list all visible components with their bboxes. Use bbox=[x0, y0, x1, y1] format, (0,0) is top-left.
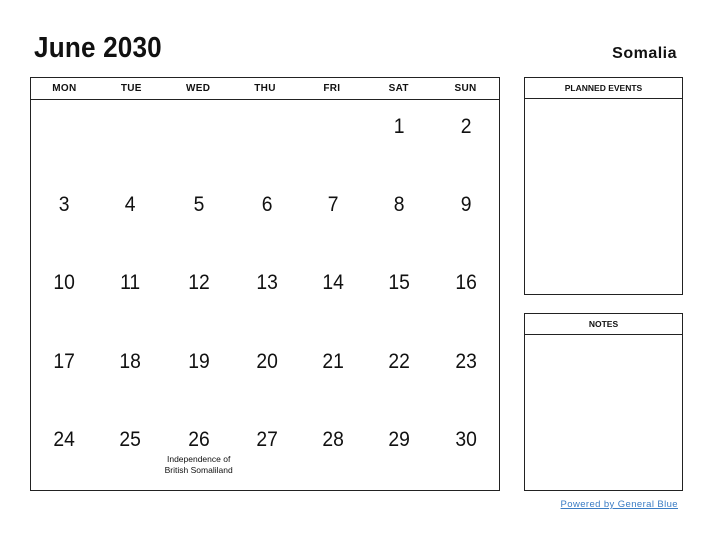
powered-by-link[interactable]: Powered by General Blue bbox=[560, 499, 678, 510]
day-number: 27 bbox=[256, 427, 278, 451]
day-cell[interactable] bbox=[97, 256, 163, 334]
day-cell[interactable] bbox=[300, 256, 366, 334]
day-number: 22 bbox=[388, 349, 411, 373]
day-number: 5 bbox=[193, 193, 205, 217]
day-cell[interactable] bbox=[164, 413, 234, 491]
day-cell[interactable] bbox=[164, 256, 234, 334]
weekday-tue: TUE bbox=[120, 83, 142, 94]
day-cell[interactable] bbox=[31, 178, 97, 256]
day-cell[interactable] bbox=[366, 100, 432, 178]
day-number: 12 bbox=[187, 271, 210, 295]
day-cell[interactable] bbox=[433, 256, 499, 334]
weekday-wed: WED bbox=[186, 83, 211, 94]
holiday-label: Independence of British Somaliland bbox=[164, 453, 233, 475]
day-cell[interactable] bbox=[97, 335, 163, 413]
weekday-thu: THU bbox=[254, 83, 276, 94]
day-cell[interactable] bbox=[366, 335, 432, 413]
weekday-sun: SUN bbox=[454, 83, 477, 94]
day-number: 25 bbox=[119, 427, 142, 451]
day-number: 14 bbox=[322, 271, 344, 295]
day-cell[interactable] bbox=[366, 413, 432, 491]
day-cell[interactable] bbox=[234, 100, 300, 178]
day-cell[interactable] bbox=[300, 100, 366, 178]
day-cell[interactable] bbox=[97, 413, 163, 491]
day-cell[interactable] bbox=[31, 335, 97, 413]
day-number: 1 bbox=[394, 115, 405, 138]
day-cell[interactable] bbox=[433, 100, 499, 178]
planned-events-heading: PLANNED EVENTS bbox=[525, 78, 682, 99]
day-cell[interactable] bbox=[97, 100, 163, 178]
day-number: 20 bbox=[256, 349, 278, 373]
day-cell[interactable] bbox=[234, 413, 300, 491]
day-number: 24 bbox=[53, 427, 75, 451]
planned-events-panel[interactable] bbox=[524, 77, 683, 295]
day-cell[interactable] bbox=[300, 178, 366, 256]
day-cell[interactable] bbox=[433, 178, 499, 256]
day-cell[interactable] bbox=[31, 256, 97, 334]
day-cell[interactable] bbox=[433, 335, 499, 413]
notes-heading: NOTES bbox=[525, 314, 682, 335]
day-cell[interactable] bbox=[234, 335, 300, 413]
day-number: 21 bbox=[322, 349, 344, 373]
calendar-weeks bbox=[31, 100, 499, 491]
day-cell[interactable] bbox=[31, 413, 97, 491]
weekday-mon: MON bbox=[52, 83, 77, 94]
day-number: 4 bbox=[125, 193, 136, 217]
day-number: 11 bbox=[120, 271, 141, 295]
country-label: Somalia bbox=[612, 45, 677, 62]
day-number: 16 bbox=[455, 271, 477, 295]
day-number: 13 bbox=[256, 271, 278, 295]
day-number: 8 bbox=[394, 193, 405, 217]
weekday-header-row bbox=[31, 78, 499, 100]
day-cell[interactable] bbox=[164, 335, 234, 413]
day-cell[interactable] bbox=[164, 178, 234, 256]
day-number: 6 bbox=[261, 193, 273, 217]
page-title: June 2030 bbox=[34, 32, 162, 64]
day-number: 28 bbox=[322, 427, 344, 451]
day-number: 7 bbox=[327, 193, 339, 217]
day-cell[interactable] bbox=[234, 256, 300, 334]
day-number: 30 bbox=[455, 427, 477, 451]
day-cell[interactable] bbox=[97, 178, 163, 256]
day-cell[interactable] bbox=[164, 100, 234, 178]
day-number: 29 bbox=[388, 427, 411, 451]
day-number: 10 bbox=[53, 271, 75, 295]
day-number: 2 bbox=[460, 115, 472, 138]
day-number: 3 bbox=[58, 193, 70, 217]
weekday-sat: SAT bbox=[388, 83, 409, 94]
day-cell[interactable] bbox=[366, 178, 432, 256]
day-cell[interactable] bbox=[300, 335, 366, 413]
notes-panel[interactable] bbox=[524, 313, 683, 491]
day-number: 19 bbox=[187, 349, 210, 373]
day-number: 9 bbox=[460, 193, 472, 217]
day-number: 26 bbox=[187, 427, 210, 451]
day-cell[interactable] bbox=[234, 178, 300, 256]
day-number: 17 bbox=[53, 349, 75, 373]
day-cell[interactable] bbox=[366, 256, 432, 334]
day-number: 23 bbox=[455, 349, 477, 373]
weekday-fri: FRI bbox=[323, 83, 341, 94]
day-cell[interactable] bbox=[433, 413, 499, 491]
day-number: 18 bbox=[119, 349, 142, 373]
day-cell[interactable] bbox=[31, 100, 97, 178]
month-calendar-grid bbox=[30, 77, 500, 491]
day-number: 15 bbox=[388, 271, 411, 295]
day-cell[interactable] bbox=[300, 413, 366, 491]
